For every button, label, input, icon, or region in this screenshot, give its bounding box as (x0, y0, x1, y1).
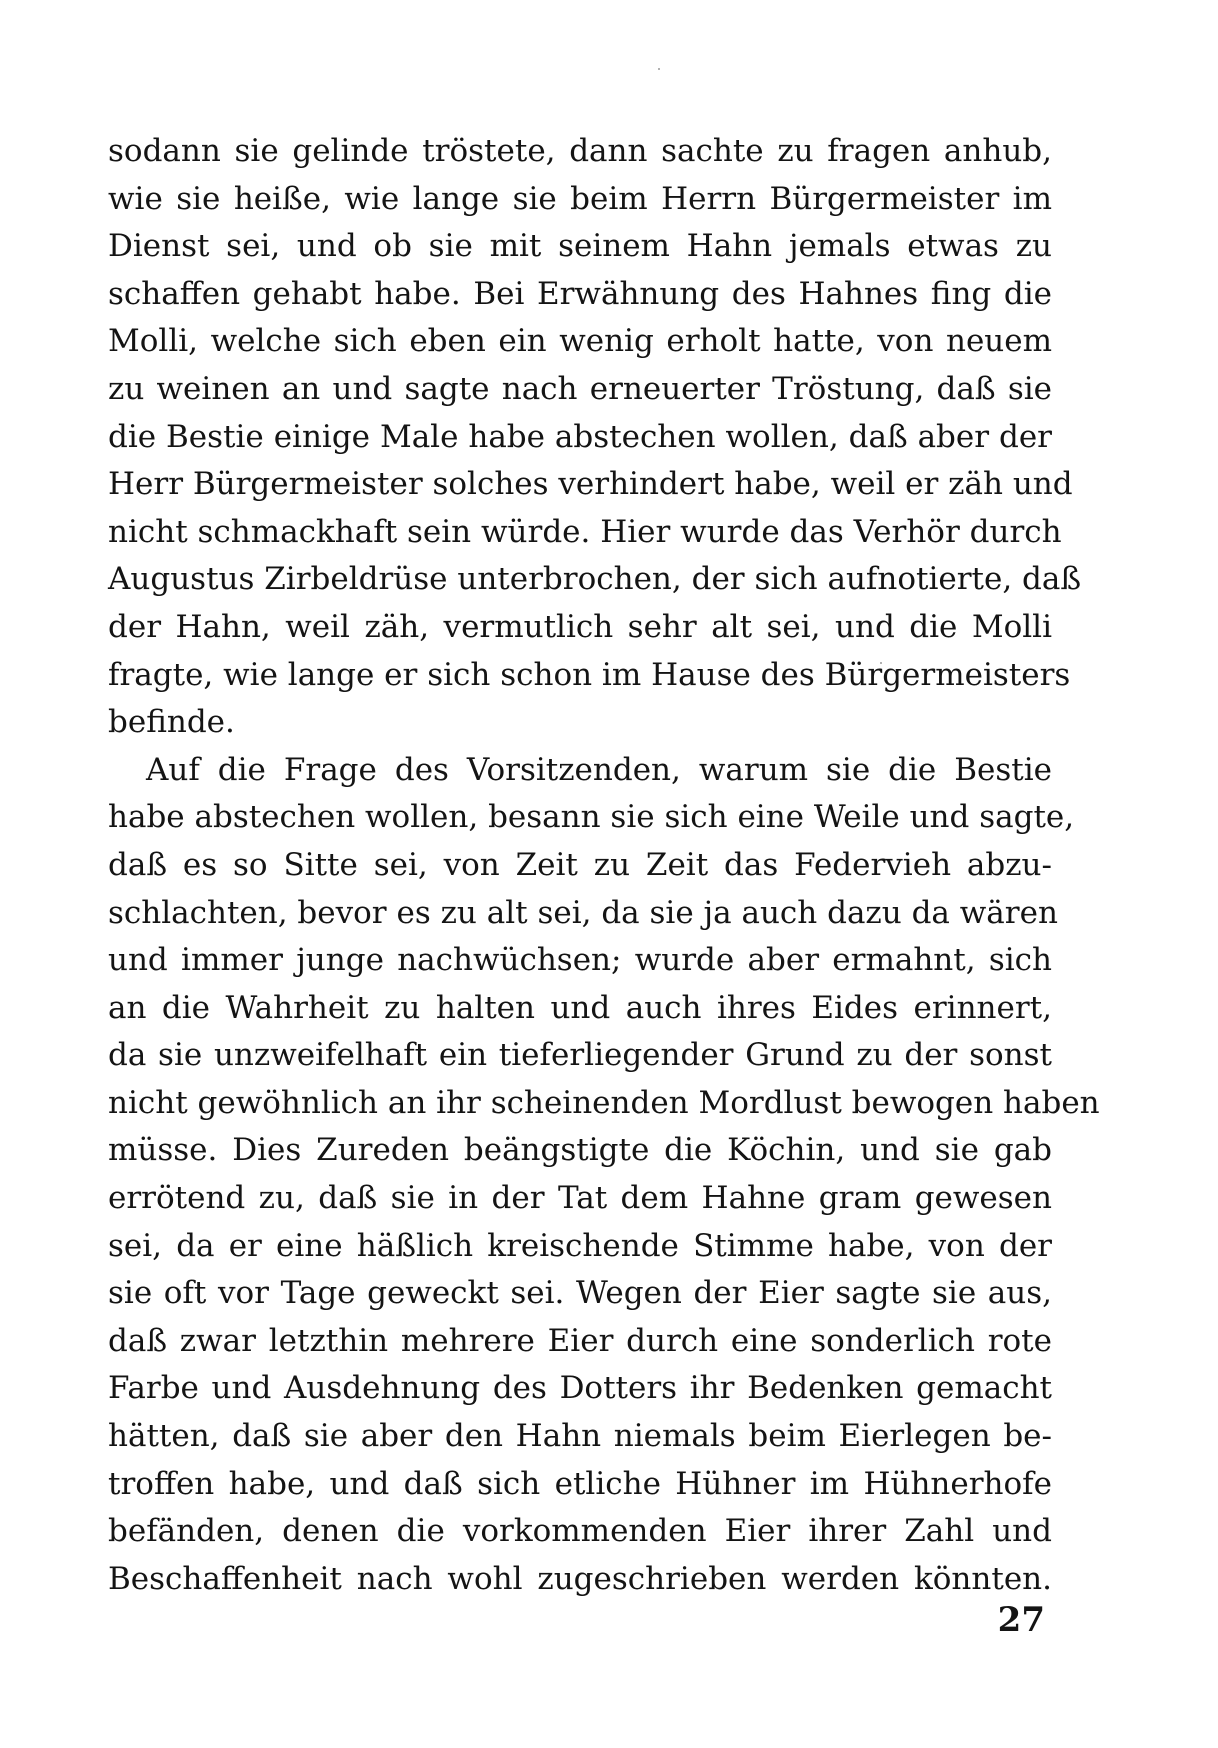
text-line: sodann sie gelinde tröstete, dann sachte zu fragen anhub, (108, 133, 1052, 169)
text-line: nicht gewöhnlich an ihr scheinenden Mordlust bewogen haben (108, 1084, 1100, 1121)
text-line: wie sie heiße, wie lange sie beim Herrn Bürgermeister im (108, 180, 1052, 217)
page-number: 27 (997, 1600, 1045, 1640)
text-line: sie oft vor Tage geweckt sei. Wegen der Eier sagte sie aus, (108, 1275, 1052, 1312)
text-line: Herr Bürgermeister solches verhindert habe, weil er zäh und (108, 466, 1073, 503)
text-line: Dienst sei, und ob sie mit seinem Hahn jemals etwas zu (108, 228, 1052, 265)
text-line: befänden, denen die vorkommenden Eier ihrer Zahl und (108, 1513, 1052, 1550)
text-line: Molli, welche sich eben ein wenig erholt hatte, von neuem (108, 323, 1052, 360)
text-line: sei, da er eine häßlich kreischende Stimme habe, von der (108, 1227, 1052, 1264)
paragraph-2 (108, 747, 1100, 1604)
text-line: da sie unzweifelhaft ein tieferliegender Grund zu der sonst (108, 1037, 1052, 1074)
text-line: müsse. Dies Zureden beängstigte die Köchin, und sie gab (108, 1132, 1052, 1169)
text-line: und immer junge nachwüchsen; wurde aber ermahnt, sich (108, 942, 1052, 979)
text-line: der Hahn, weil zäh, vermutlich sehr alt sei, und die Molli (108, 608, 1052, 645)
text-line: zu weinen an und sagte nach erneuerter Tröstung, daß sie (108, 370, 1052, 407)
text-line: nicht schmackhaft sein würde. Hier wurde das Verhör durch (108, 513, 1062, 550)
text-line: die Bestie einige Male habe abstechen wollen, daß aber der (108, 418, 1052, 455)
text-line: schaffen gehabt habe. Bei Erwähnung des Hahnes fing die (108, 275, 1052, 312)
text-line: Augustus Zirbeldrüse unterbrochen, der sich aufnotierte, daß (108, 561, 1082, 598)
text-line: hätten, daß sie aber den Hahn niemals beim Eierlegen be- (108, 1418, 1052, 1455)
paragraph-1 (108, 128, 1082, 747)
text-line: Auf die Frage des Vorsitzenden, warum sie die Bestie (146, 751, 1052, 788)
text-line: an die Wahrheit zu halten und auch ihres Eides erinnert, (108, 989, 1052, 1026)
text-line: troffen habe, und daß sich etliche Hühner im Hühnerhofe (108, 1465, 1052, 1502)
text-line: daß es so Sitte sei, von Zeit zu Zeit das Federvieh abzu- (108, 846, 1052, 883)
text-line: errötend zu, daß sie in der Tat dem Hahne gram gewesen (108, 1180, 1052, 1217)
paper-speck (658, 68, 660, 70)
text-line: befinde. (108, 704, 235, 741)
body-text (108, 128, 1100, 1603)
text-line: Farbe und Ausdehnung des Dotters ihr Bedenken gemacht (108, 1370, 1052, 1407)
text-line: schlachten, bevor es zu alt sei, da sie ja auch dazu da wären (108, 894, 1058, 931)
text-line: Beschaffenheit nach wohl zugeschrieben werden könnten. (108, 1560, 1052, 1597)
text-line: fragte, wie lange er sich schon im Hause des Bürgermeisters (108, 656, 1071, 693)
text-line: habe abstechen wollen, besann sie sich eine Weile und sagte, (108, 799, 1075, 836)
text-line: daß zwar letzthin mehrere Eier durch eine sonderlich rote (108, 1322, 1052, 1359)
